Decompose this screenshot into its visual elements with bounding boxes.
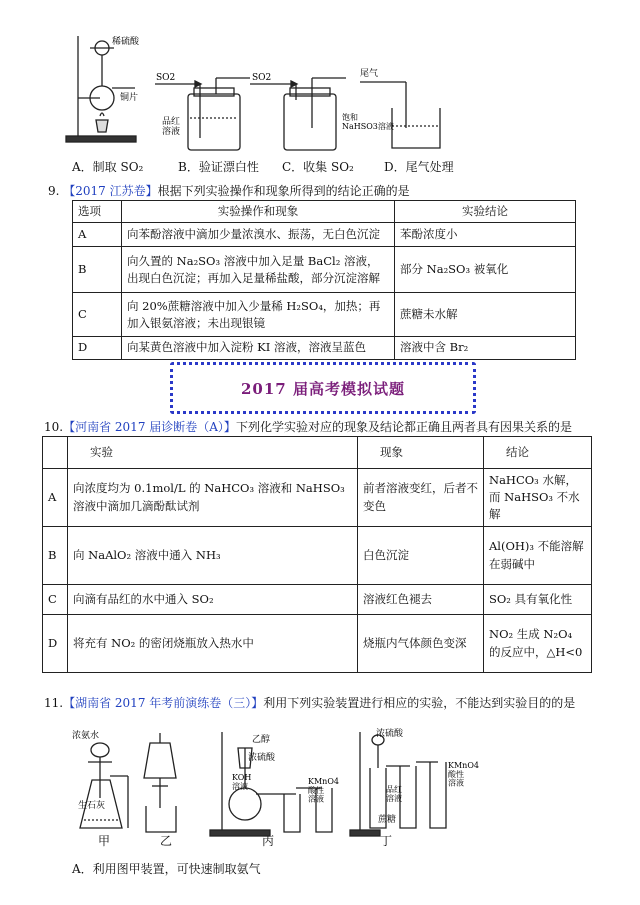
q11-bing-label-koh: KOH 溶液: [232, 773, 252, 791]
q11-bing-label-acid: 浓硫酸: [248, 753, 276, 763]
q11-source: 【湖南省 2017 年考前演练卷（三）】: [63, 696, 264, 710]
q8-apparatus-b: [155, 78, 250, 150]
q11-ding-label-kmno4: KMnO4 酸性溶液: [448, 761, 479, 788]
q11-bing-label-kmno4: KMnO4 酸性溶液: [308, 777, 339, 804]
q11-number: 11.: [44, 696, 64, 710]
table-row: [43, 469, 592, 527]
q8-d-label-solution: 饱和 NaHSO3溶液: [342, 113, 394, 131]
q11-bing-label-ethanol: 乙醇: [252, 735, 271, 745]
q9-header-conclusion: 实验结论: [395, 201, 576, 223]
q11-jia-label-ammonia: 浓氨水: [72, 731, 100, 741]
q11-caption-jia: 甲: [98, 834, 111, 848]
q8-b-gas: SO2: [156, 73, 176, 83]
q10-row-c-phenomenon: 溶液红色褪去: [358, 585, 484, 615]
q10-stem: 下列化学实验对应的现象及结论都正确且两者具有因果关系的是: [235, 420, 572, 434]
q9-row-c-option: C: [73, 293, 122, 337]
q8-option-c: C．收集 SO₂: [282, 160, 354, 174]
q10-row-b-conclusion: Al(OH)₃ 不能溶解在弱碱中: [484, 527, 592, 585]
table-header-row: [73, 201, 576, 223]
q9-row-b-operation: 向久置的 Na₂SO₃ 溶液中加入足量 BaCl₂ 溶液，出现白色沉淀；再加入足量稀盐酸，部分沉淀溶解: [122, 247, 395, 293]
q8-apparatus-d: [360, 82, 440, 148]
q9-number: 9.: [48, 184, 60, 198]
q9-stem: 根据下列实验操作和现象所得到的结论正确的是: [157, 184, 410, 198]
q8-a-label-copper: 铜片: [120, 93, 139, 103]
table-row: [43, 527, 592, 585]
q10-source: 【河南省 2017 届诊断卷（A）】: [63, 420, 236, 434]
q10-row-b-phenomenon: 白色沉淀: [358, 527, 484, 585]
table-row: [73, 247, 576, 293]
q9-table: [72, 200, 576, 360]
q11-ding-label-sucrose: 蔗糖: [378, 815, 397, 825]
q11-ding-label-acid: 浓硫酸: [376, 729, 404, 739]
q9-row-d-operation: 向某黄色溶液中加入淀粉 KI 溶液，溶液呈蓝色: [122, 337, 395, 359]
table-row: [43, 615, 592, 673]
q8-b-label: 品红溶液: [162, 117, 181, 137]
q8-apparatus-a: [66, 36, 139, 142]
q10-row-b-experiment: 向 NaAlO₂ 溶液中通入 NH₃: [68, 527, 358, 585]
q8-d-label-gas: 尾气: [360, 69, 379, 79]
q8-option-d: D．尾气处理: [384, 160, 454, 174]
q11-caption-yi: 乙: [160, 834, 173, 848]
q11-apparatus-figure: [60, 728, 480, 848]
q10-header-conclusion: 结论: [484, 437, 592, 469]
q11-question: [44, 694, 575, 711]
q10-row-c-conclusion: SO₂ 具有氧化性: [484, 585, 592, 615]
q9-header-option: 选项: [73, 201, 122, 223]
q10-number: 10.: [44, 420, 64, 434]
q9-question: [48, 182, 410, 199]
table-row: [73, 223, 576, 247]
table-row: [43, 585, 592, 615]
q9-row-a-conclusion: 苯酚浓度小: [395, 223, 576, 247]
q10-row-d-experiment: 将充有 NO₂ 的密闭烧瓶放入热水中: [68, 615, 358, 673]
q9-row-c-operation: 向 20%蔗糖溶液中加入少量稀 H₂SO₄，加热；再加入银氨溶液；未出现银镜: [122, 293, 395, 337]
q9-row-b-option: B: [73, 247, 122, 293]
q11-apparatus-yi: [144, 733, 176, 832]
q8-c-gas: SO2: [252, 73, 272, 83]
q11-option-a: A．利用图甲装置，可快速制取氨气: [72, 862, 261, 876]
table-row: [73, 337, 576, 359]
q11-ding-label-fuchsin: 品红溶液: [386, 785, 402, 803]
q9-row-a-operation: 向苯酚溶液中滴加少量浓溴水、振荡，无白色沉淀: [122, 223, 395, 247]
q9-row-d-conclusion: 溶液中含 Br₂: [395, 337, 576, 359]
table-row: [73, 293, 576, 337]
q10-row-b-option: B: [43, 527, 68, 585]
q9-row-d-option: D: [73, 337, 122, 359]
q10-row-d-option: D: [43, 615, 68, 673]
q10-question: [44, 418, 572, 435]
q11-stem: 利用下列实验装置进行相应的实验，不能达到实验目的的是: [263, 696, 576, 710]
q10-header-experiment: 实验: [68, 437, 358, 469]
q10-row-a-conclusion: NaHCO₃ 水解，而 NaHSO₃ 不水解: [484, 469, 592, 527]
q9-row-a-option: A: [73, 223, 122, 247]
q8-apparatus-c: [250, 78, 346, 150]
q11-jia-label-lime: 生石灰: [78, 801, 106, 811]
q8-option-b: B．验证漂白性: [178, 160, 259, 174]
section-banner-title: 2017 届高考模拟试题: [241, 379, 405, 398]
q9-source: 【2017 江苏卷】: [63, 184, 158, 198]
q10-row-a-option: A: [43, 469, 68, 527]
q10-row-a-phenomenon: 前者溶液变红，后者不变色: [358, 469, 484, 527]
q11-apparatus-ding: [350, 732, 446, 836]
q10-row-d-conclusion: NO₂ 生成 N₂O₄ 的反应中，△H<0: [484, 615, 592, 673]
q11-caption-bing: 丙: [262, 834, 275, 848]
q11-apparatus-jia: [80, 743, 128, 828]
q10-row-c-experiment: 向滴有品红的水中通入 SO₂: [68, 585, 358, 615]
q9-row-b-conclusion: 部分 Na₂SO₃ 被氧化: [395, 247, 576, 293]
q10-row-a-experiment: 向浓度均为 0.1mol/L 的 NaHCO₃ 溶液和 NaHSO₃ 溶液中滴加几滴酚酞试剂: [68, 469, 358, 527]
table-header-row: [43, 437, 592, 469]
q10-row-c-option: C: [43, 585, 68, 615]
q10-table: [42, 436, 592, 673]
q8-option-a: A．制取 SO₂: [72, 160, 144, 174]
q9-header-operation: 实验操作和现象: [122, 201, 395, 223]
q11-caption-ding: 丁: [380, 834, 393, 848]
q9-row-c-conclusion: 蔗糖未水解: [395, 293, 576, 337]
section-banner: [170, 362, 476, 414]
q10-row-d-phenomenon: 烧瓶内气体颜色变深: [358, 615, 484, 673]
q10-header-phenomenon: 现象: [358, 437, 484, 469]
q8-a-label-acid: 稀硫酸: [112, 37, 140, 47]
q8-apparatus-figure: [60, 28, 520, 160]
